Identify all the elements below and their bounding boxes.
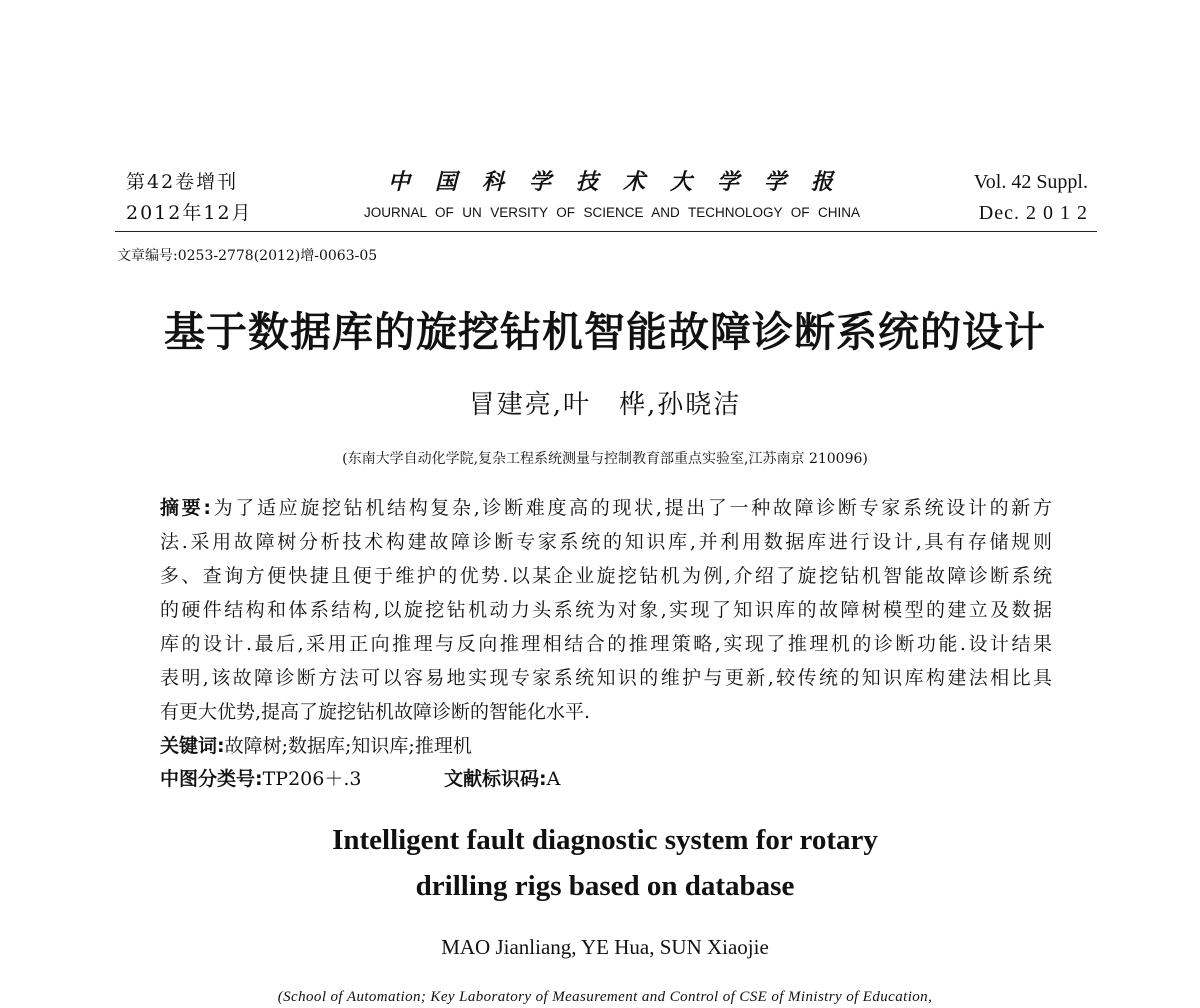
journal-date-cn: 2012年12月 [126,202,253,224]
abstract-line: 多、查询方便快捷且便于维护的优势.以某企业旋挖钻机为例,介绍了旋挖钻机智能故障诊断系统 [160,565,1052,587]
document-code [444,762,560,796]
abstract-line: 表明,该故障诊断方法可以容易地实现专家系统知识的维护与更新,较传统的知识库构建法相比具 [160,667,1052,689]
authors-cn: 冒建亮,叶 桦,孙晓洁 [468,390,742,420]
keywords-label: 关键词: [160,735,225,757]
paper-title-cn: 基于数据库的旋挖钻机智能故障诊断系统的设计 [164,308,1046,356]
article-id: 文章编号:0253-2778(2012)增-0063-05 [117,248,378,264]
clc-number [160,762,361,796]
journal-name-en: JOURNAL OF UN VERSITY OF SCIENCE AND TECHNOLOGY OF CHINA [364,205,860,220]
clc-label: 中图分类号: [160,768,263,790]
paper-title-en-line-2: drilling rigs based on database [415,870,795,902]
journal-date-en: Dec. 2 0 1 2 [978,202,1088,224]
header-rule [115,231,1097,232]
document-code-value: A [546,768,561,790]
keywords-text: 故障树;数据库;知识库;推理机 [224,735,472,757]
abstract-line: 有更大优势,提高了旋挖钻机故障诊断的智能化水平. [160,701,591,723]
abstract-line: 法.采用故障树分析技术构建故障诊断专家系统的知识库,并利用数据库进行设计,具有存储规则 [160,531,1052,553]
abstract-label: 摘要: [160,497,211,519]
keywords [160,729,472,763]
abstract-line: 的硬件结构和体系结构,以旋挖钻机动力头系统为对象,实现了知识库的故障树模型的建立及数据 [160,599,1052,621]
journal-name-cn: 中国科学技术大学学报 [388,169,859,195]
abstract-line [160,491,1052,525]
authors-en: MAO Jianliang, YE Hua, SUN Xiaojie [441,935,769,959]
document-code-label: 文献标识码: [444,768,547,790]
abstract-line: 库的设计.最后,采用正向推理与反向推理相结合的推理策略,实现了推理机的诊断功能.设计结果 [160,633,1052,655]
journal-volume-en: Vol. 42 Suppl. [973,171,1088,193]
clc-value: TP206＋.3 [262,768,362,790]
paper-title-en-line-1: Intelligent fault diagnostic system for rotary [332,824,878,856]
affiliation-cn: (东南大学自动化学院,复杂工程系统测量与控制教育部重点实验室,江苏南京 210096) [342,451,868,467]
abstract-text: 为了适应旋挖钻机结构复杂,诊断难度高的现状,提出了一种故障诊断专家系统设计的新方 [210,497,1052,519]
journal-volume: 第42卷增刊 [126,171,239,193]
affiliation-en: (School of Automation; Key Laboratory of Measurement and Control of CSE of Ministry of Education, [277,989,933,1005]
